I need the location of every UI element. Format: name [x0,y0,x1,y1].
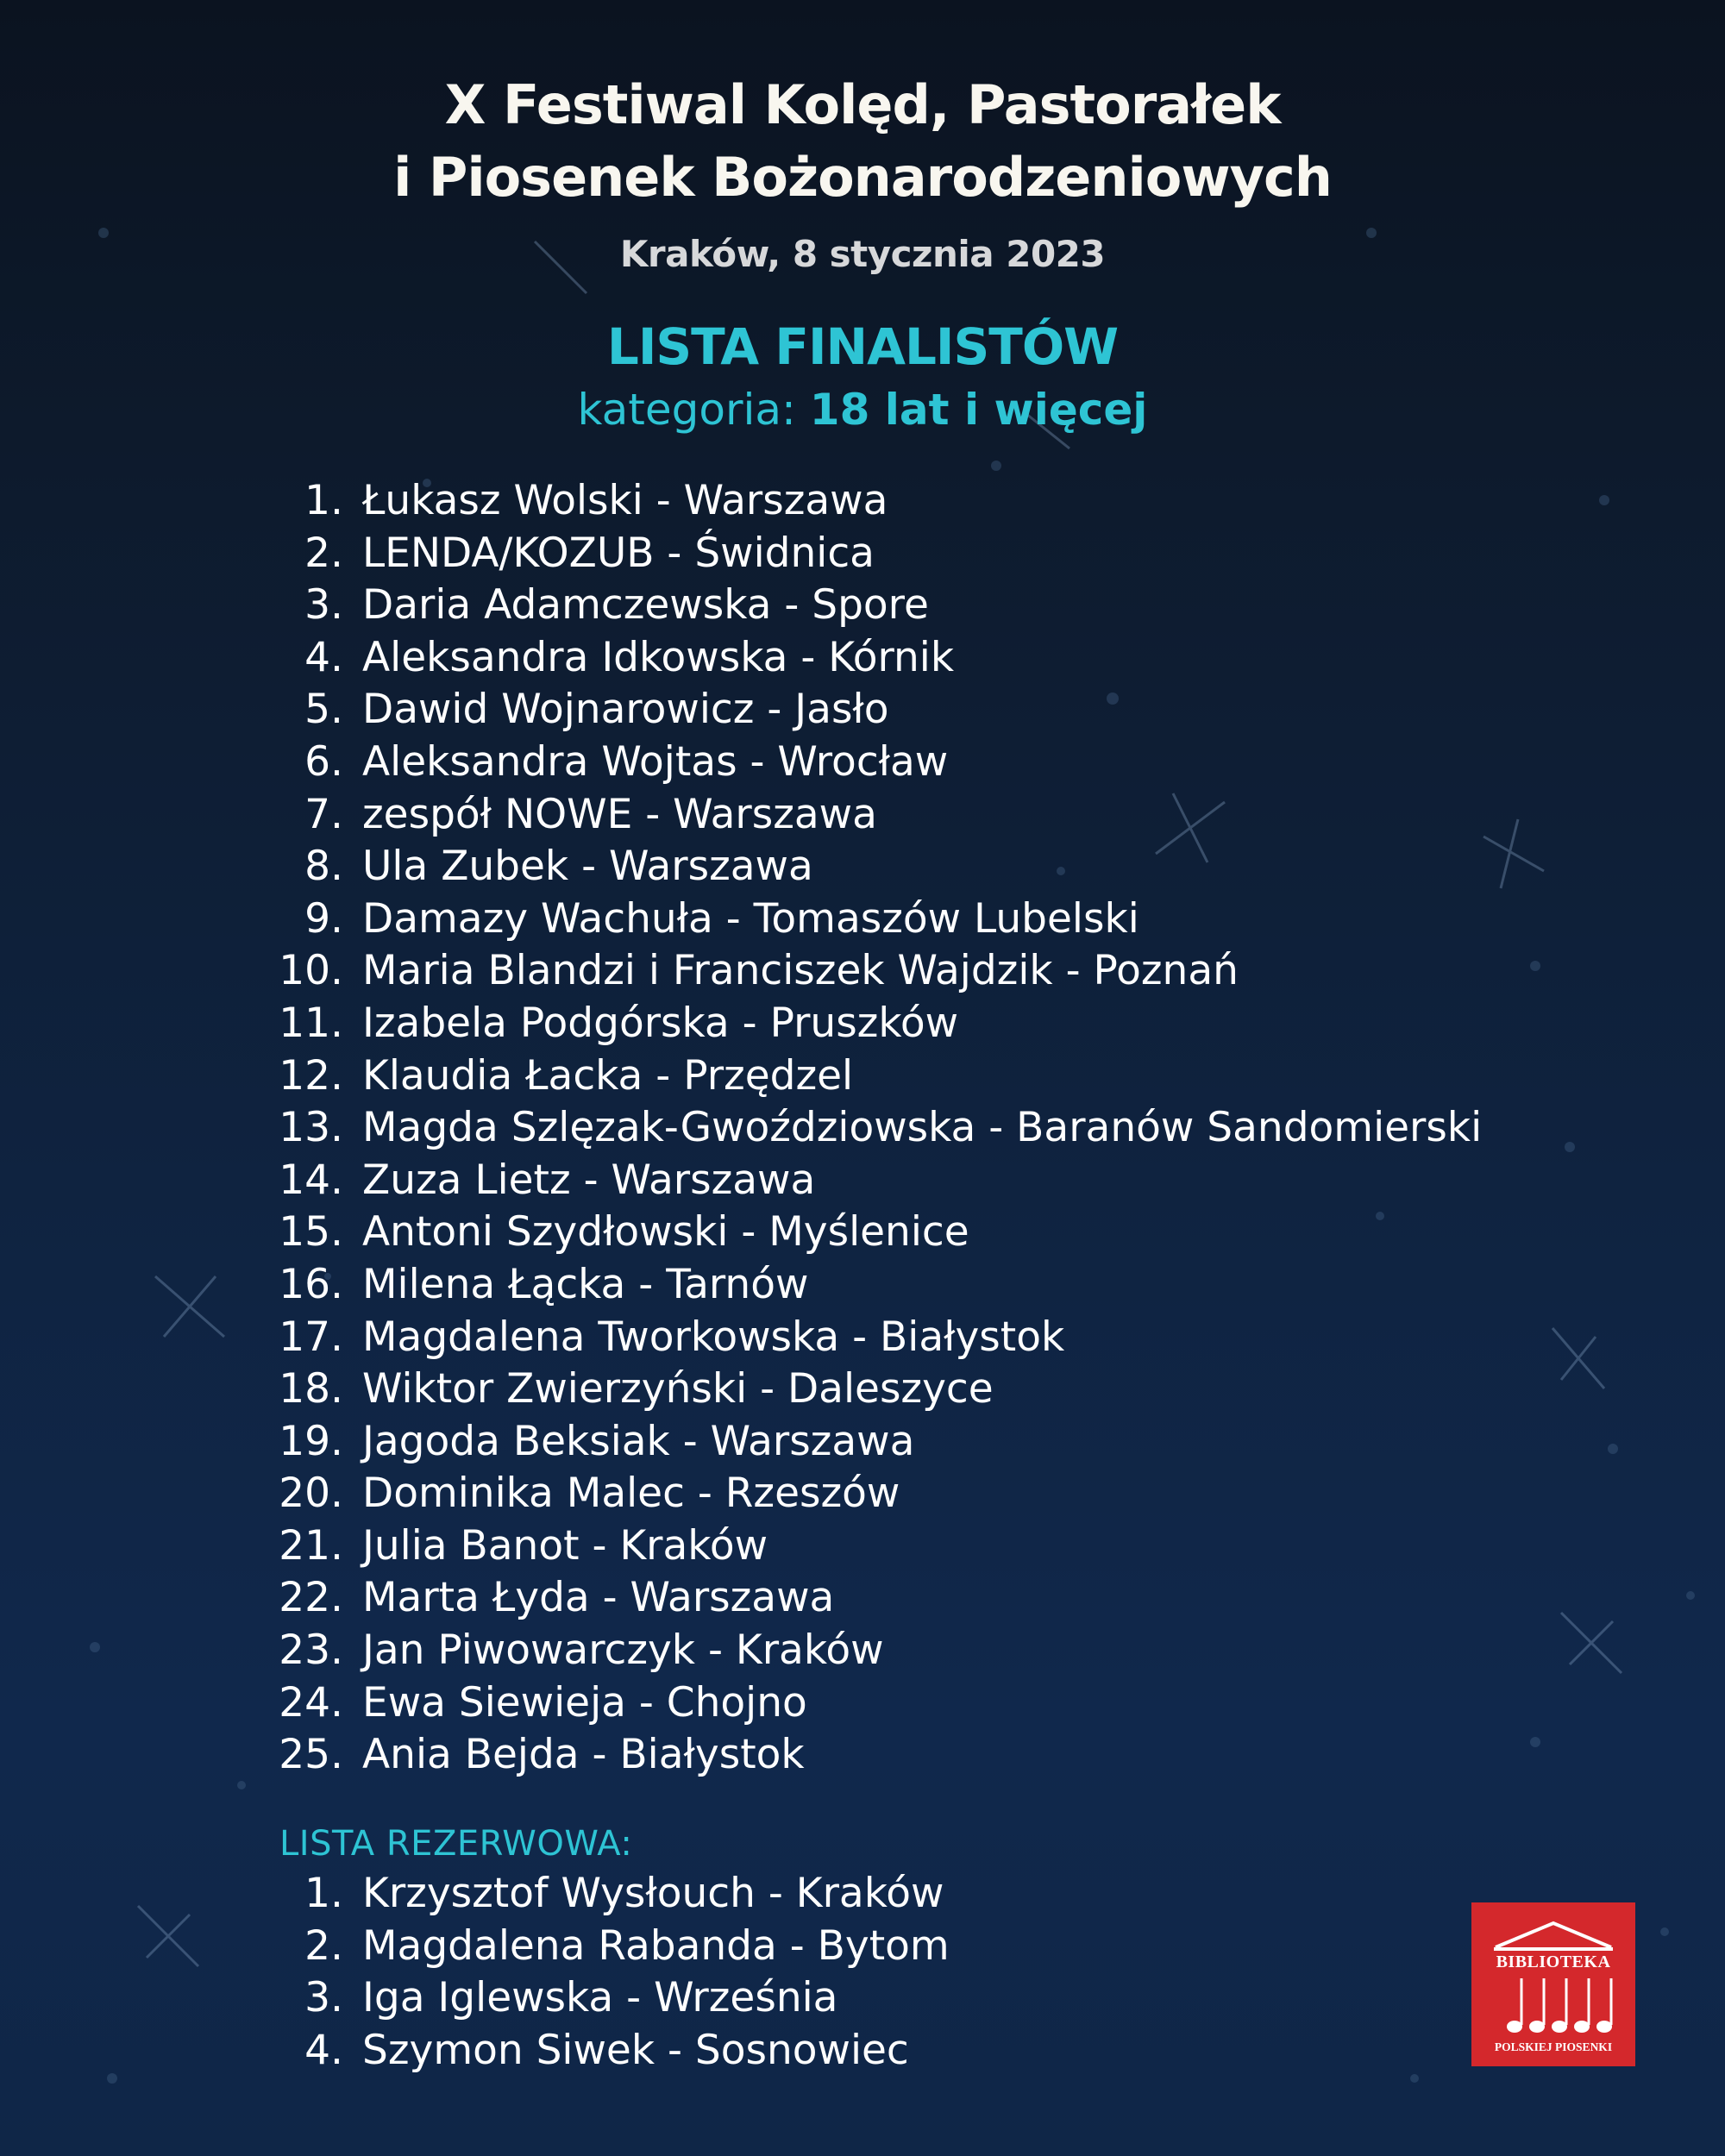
item-number: 1. [304,1870,343,1917]
item-number: 23. [279,1626,343,1675]
item-number: 15. [279,1208,343,1257]
item-text: Daria Adamczewska - Spore [362,581,929,630]
event-location-date: Kraków, 8 stycznia 2023 [619,233,1106,275]
item-number: 3. [304,581,343,630]
category-label: kategoria: [577,385,796,435]
item-number: 25. [279,1731,343,1779]
list-item [276,1418,1482,1470]
list-item [276,1626,1482,1679]
list-item [276,1052,1482,1105]
item-text: Krzysztof Wysłouch - Kraków [362,1870,944,1917]
item-text: Szymon Siwek - Sosnowiec [362,2026,909,2074]
item-text: Iga Iglewska - Września [362,1974,838,2022]
item-number: 19. [279,1417,343,1465]
item-number: 2. [304,529,343,577]
item-number: 20. [279,1470,343,1518]
item-number: 1. [304,477,343,524]
item-number: 4. [304,633,343,681]
list-item [276,1922,950,1975]
item-text: Aleksandra Wojtas - Wrocław [362,737,949,786]
list-item [276,581,1482,634]
list-item [276,1731,1482,1783]
list-item [276,1470,1482,1522]
item-number: 8. [304,843,343,891]
item-number: 9. [304,894,343,943]
logo-text-bottom: POLSKIEJ PIOSENKI [1494,2040,1613,2053]
list-item [276,1104,1482,1156]
reserve-list [276,1870,950,2078]
item-text: Wiktor Zwierzyński - Daleszyce [362,1365,994,1413]
list-item [276,1679,1482,1732]
item-text: LENDA/KOZUB - Świdnica [362,529,875,577]
list-item [276,843,1482,895]
item-number: 21. [279,1521,343,1570]
item-number: 11. [279,999,343,1047]
item-text: Antoni Szydłowski - Myślenice [362,1208,969,1257]
item-number: 4. [304,2026,343,2074]
item-number: 13. [279,1104,343,1152]
list-item [276,1522,1482,1575]
item-text: Milena Łącka - Tarnów [362,1260,809,1308]
item-number: 24. [279,1678,343,1727]
item-number: 14. [279,1156,343,1204]
item-text: Maria Blandzi i Franciszek Wajdzik - Poznań [362,947,1239,995]
item-number: 7. [304,790,343,838]
item-number: 22. [279,1574,343,1622]
item-text: Zuza Lietz - Warszawa [362,1156,816,1204]
list-item [276,686,1482,738]
list-item [276,530,1482,582]
festival-title-line2: i Piosenek Bożonarodzeniowych [393,146,1332,209]
item-text: Jagoda Beksiak - Warszawa [362,1417,915,1465]
item-text: Ewa Siewieja - Chojno [362,1678,807,1727]
list-item [276,738,1482,791]
item-text: zespół NOWE - Warszawa [362,790,877,838]
list-item [276,895,1482,948]
item-text: Izabela Podgórska - Pruszków [362,999,959,1047]
list-item [276,1261,1482,1313]
item-text: Aleksandra Idkowska - Kórnik [362,633,955,681]
item-number: 17. [279,1313,343,1361]
biblioteka-polskiej-piosenki-logo [1471,1902,1635,2066]
list-item [276,1156,1482,1209]
list-item [276,634,1482,686]
list-item [276,791,1482,843]
item-number: 10. [279,947,343,995]
item-text: Dawid Wojnarowicz - Jasło [362,686,889,734]
item-text: Dominika Malec - Rzeszów [362,1470,900,1518]
item-number: 16. [279,1260,343,1308]
festival-title-line1: X Festiwal Kolęd, Pastorałek [444,73,1281,136]
list-item [276,1574,1482,1626]
list-item [276,1870,950,1922]
item-text: Magdalena Tworkowska - Białystok [362,1313,1065,1361]
category-value: 18 lat i więcej [809,385,1148,435]
item-text: Jan Piwowarczyk - Kraków [362,1626,884,1675]
category-line [0,381,1725,438]
item-text: Łukasz Wolski - Warszawa [362,477,888,524]
item-number: 6. [304,737,343,786]
item-number: 5. [304,686,343,734]
item-text: Julia Banot - Kraków [362,1521,768,1570]
list-item [276,1208,1482,1261]
finalists-header [0,312,1725,438]
item-text: Magda Szlęzak-Gwoździowska - Baranów Sandomierski [362,1104,1483,1152]
finalists-list [276,477,1482,1783]
list-item [276,1365,1482,1418]
item-text: Ania Bejda - Białystok [362,1731,805,1779]
reserve-list-title: LISTA REZERWOWA: [279,1824,633,1864]
item-text: Ula Zubek - Warszawa [362,843,813,891]
list-item [276,477,1482,530]
list-item [276,2027,950,2079]
finalists-title: LISTA FINALISTÓW [606,317,1119,376]
list-item [276,1974,950,2027]
item-text: Klaudia Łacka - Przędzel [362,1051,854,1100]
item-text: Damazy Wachuła - Tomaszów Lubelski [362,894,1139,943]
item-number: 3. [304,1974,343,2022]
header [0,69,1725,275]
item-number: 18. [279,1365,343,1413]
item-number: 12. [279,1051,343,1100]
list-item [276,947,1482,1000]
list-item [276,1313,1482,1366]
logo-text-top: BIBLIOTEKA [1496,1952,1611,1971]
item-number: 2. [304,1921,343,1970]
list-item [276,1000,1482,1052]
item-text: Magdalena Rabanda - Bytom [362,1921,950,1970]
item-text: Marta Łyda - Warszawa [362,1574,835,1622]
